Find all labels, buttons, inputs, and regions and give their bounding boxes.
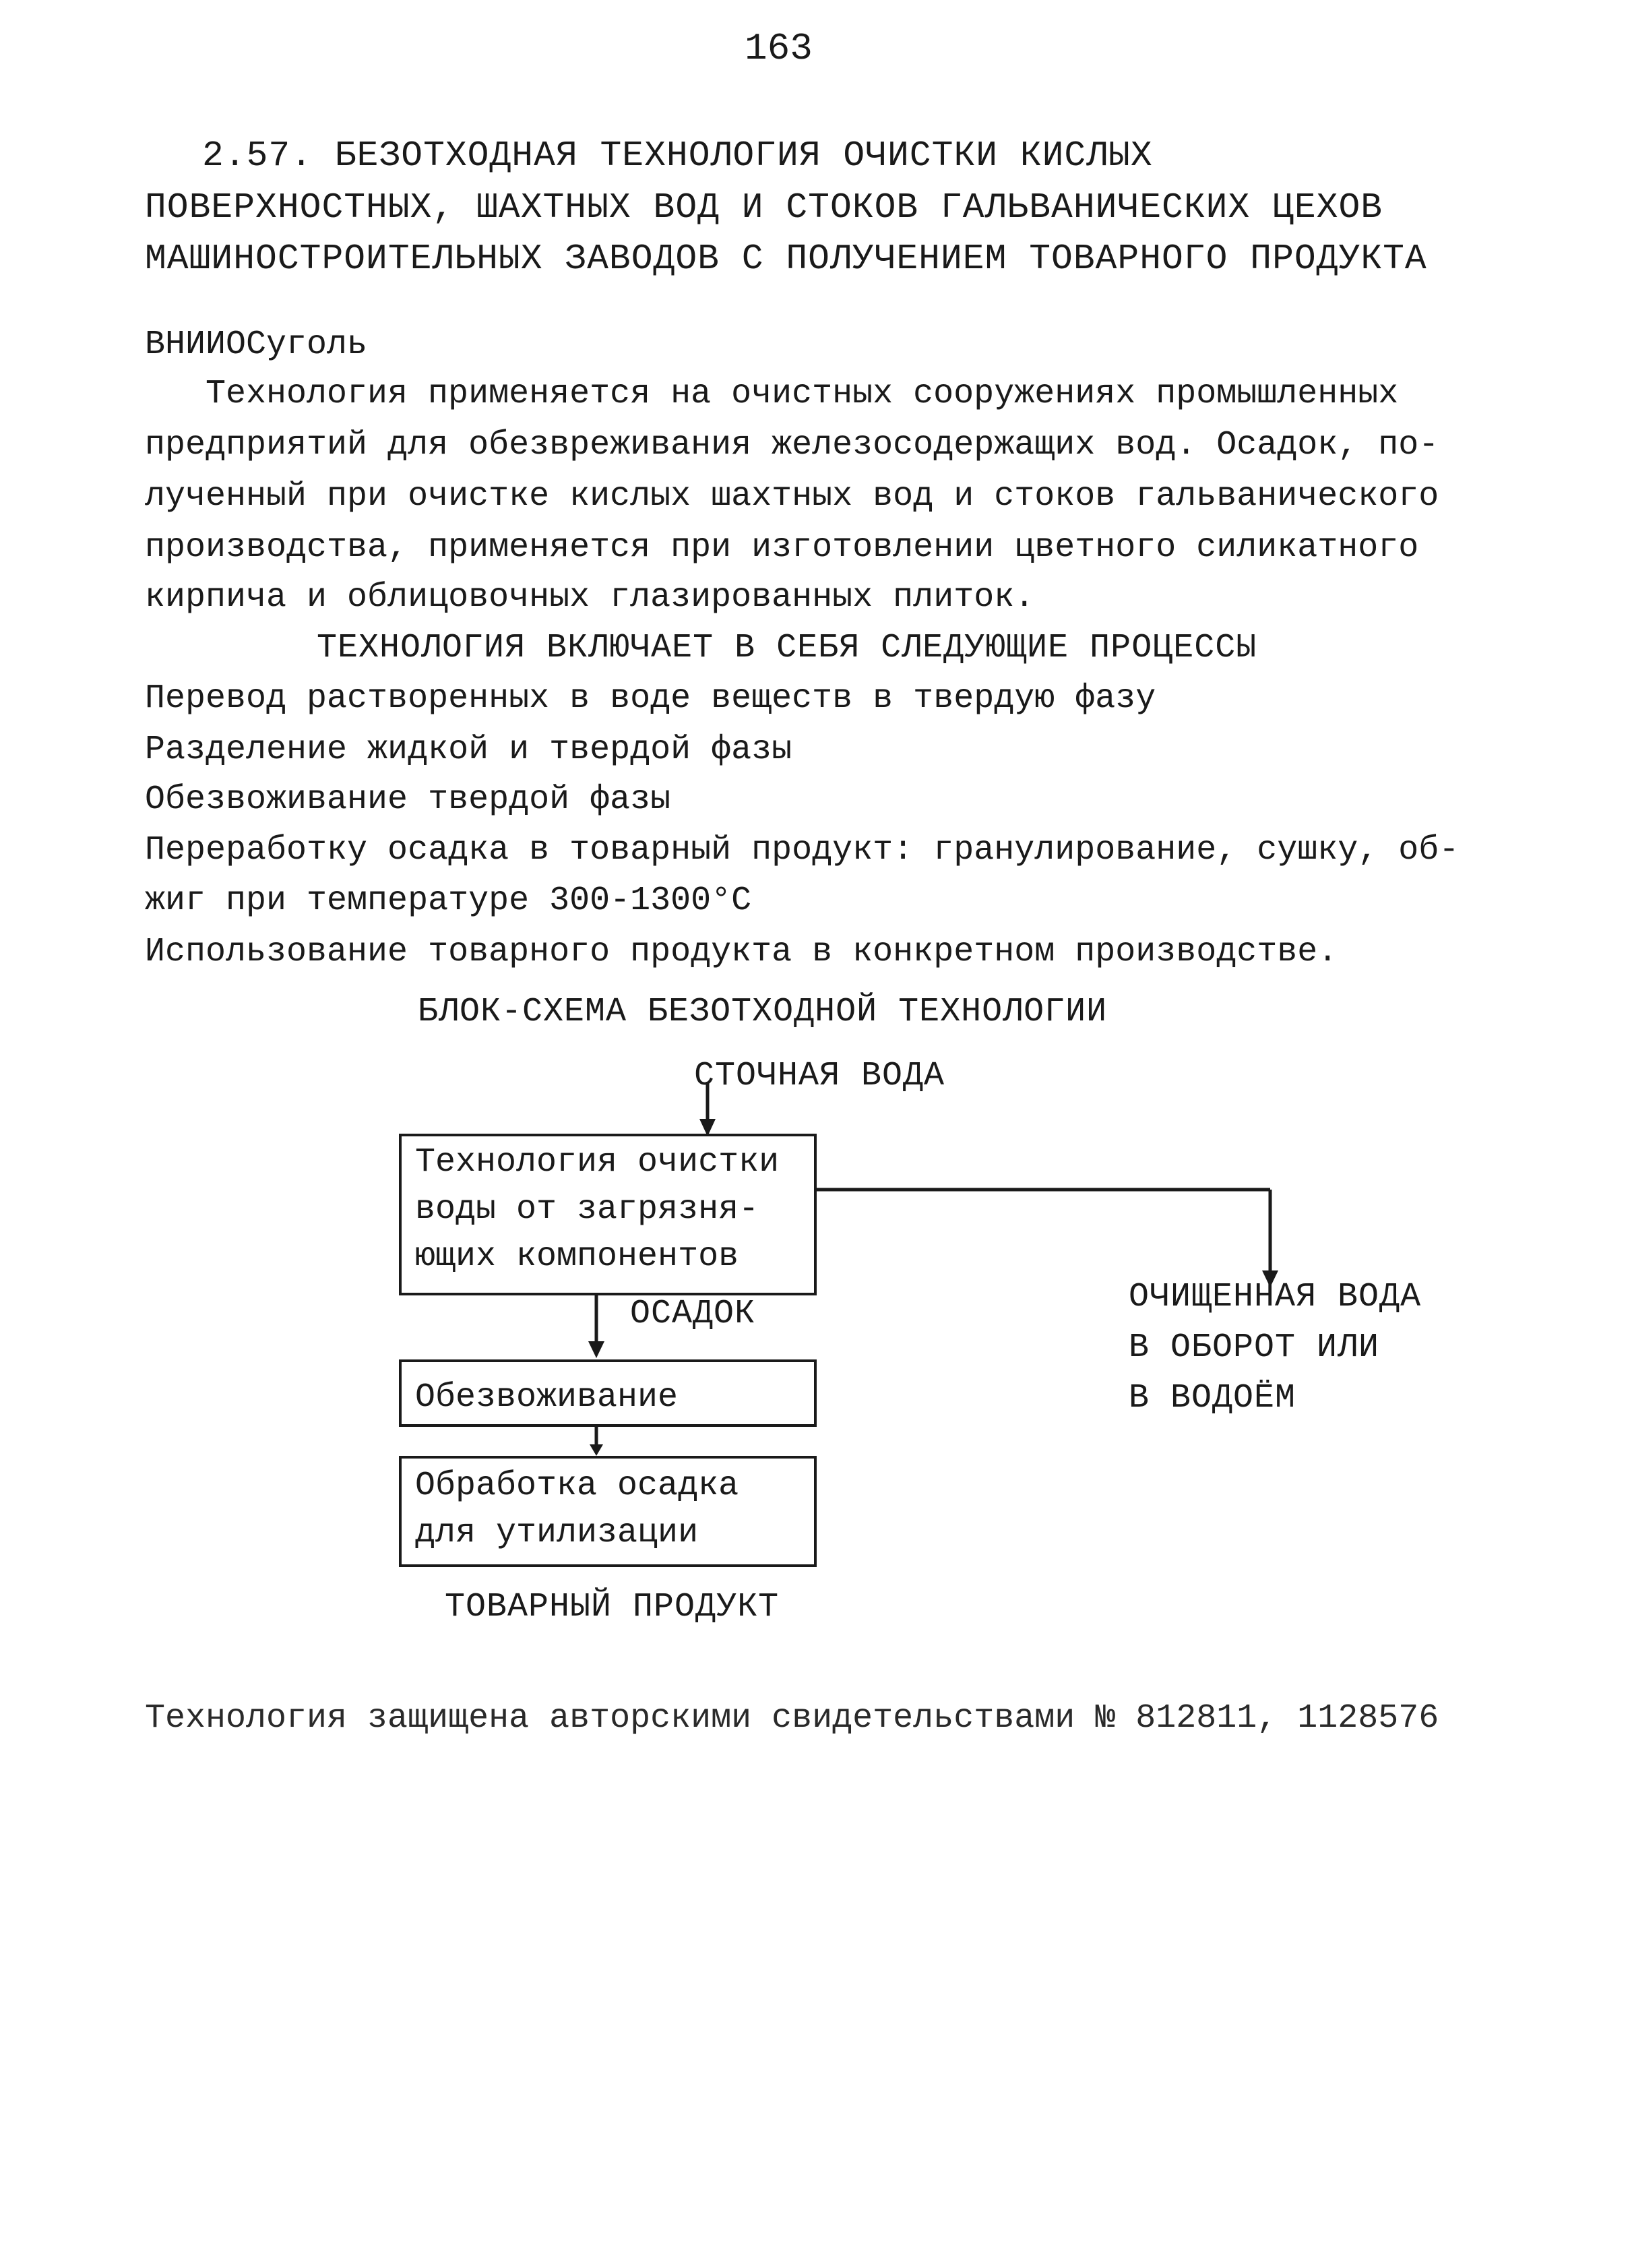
sludge-arrowhead [588,1341,604,1358]
processes-heading: ТЕХНОЛОГИЯ ВКЛЮЧАЕТ В СЕБЯ СЛЕДУЮЩИЕ ПРОЦЕССЫ [317,629,1257,667]
patent-footer: Технология защищена авторскими свидетельствами № 812811, 1128576 [145,1699,1439,1738]
box3-line: для утилизации [415,1514,699,1552]
box1-line: воды от загрязня- [415,1190,759,1229]
process-item: жиг при температуре 300-1300°С [145,882,752,920]
process-item: Использование товарного продукта в конкретном производстве. [145,933,1338,971]
box3-line: Обработка осадка [415,1467,739,1505]
process-item: Переработку осадка в товарный продукт: гранулирование, сушку, об- [145,831,1460,869]
title-text-1: БЕЗОТХОДНАЯ ТЕХНОЛОГИЯ ОЧИСТКИ КИСЛЫХ [334,135,1153,176]
sludge-label: ОСАДОК [630,1295,756,1333]
box-water-treatment [399,1134,817,1295]
box-dewatering [399,1359,817,1427]
box1-line: Технология очистки [415,1143,780,1182]
process-item: Разделение жидкой и твердой фазы [145,731,792,769]
title-line-2: ПОВЕРХНОСТНЫХ, ШАХТНЫХ ВОД И СТОКОВ ГАЛЬВАНИЧЕСКИХ ЦЕХОВ [145,187,1383,228]
box3-arrowhead [590,1444,603,1456]
intro-line-5: кирпича и облицовочных глазированных плиток. [145,578,1035,617]
process-item: Обезвоживание твердой фазы [145,780,671,819]
clean-water-line: ОЧИЩЕННАЯ ВОДА [1129,1278,1422,1316]
input-label: СТОЧНАЯ ВОДА [694,1057,945,1095]
intro-line-3: лученный при очистке кислых шахтных вод и стоков гальванического [145,477,1439,516]
intro-line-4: производства, применяется при изготовлении цветного силикатного [145,528,1419,567]
box2-text: Обезвоживание [415,1378,679,1417]
diagram-title: БЛОК-СХЕМА БЕЗОТХОДНОЙ ТЕХНОЛОГИИ [418,993,1108,1031]
output-label: ТОВАРНЫЙ ПРОДУКТ [445,1588,780,1626]
page-number: 163 [745,27,813,70]
process-item: Перевод растворенных в воде веществ в твердую фазу [145,679,1156,718]
intro-line-2: предприятий для обезвреживания железосодержащих вод. Осадок, по- [145,426,1439,464]
clean-water-line: В ОБОРОТ ИЛИ [1129,1328,1380,1367]
box-sludge-processing [399,1456,817,1567]
section-number: 2.57. [202,135,313,176]
title-line-3: МАШИНОСТРОИТЕЛЬНЫХ ЗАВОДОВ С ПОЛУЧЕНИЕМ ТОВАРНОГО ПРОДУКТА [145,239,1427,279]
box1-line: ющих компонентов [415,1237,739,1276]
clean-water-line: В ВОДОЁМ [1129,1379,1296,1417]
organization: ВНИИОСуголь [145,326,368,364]
intro-line-1: Технология применяется на очистных сооружениях промышленных [206,375,1399,413]
